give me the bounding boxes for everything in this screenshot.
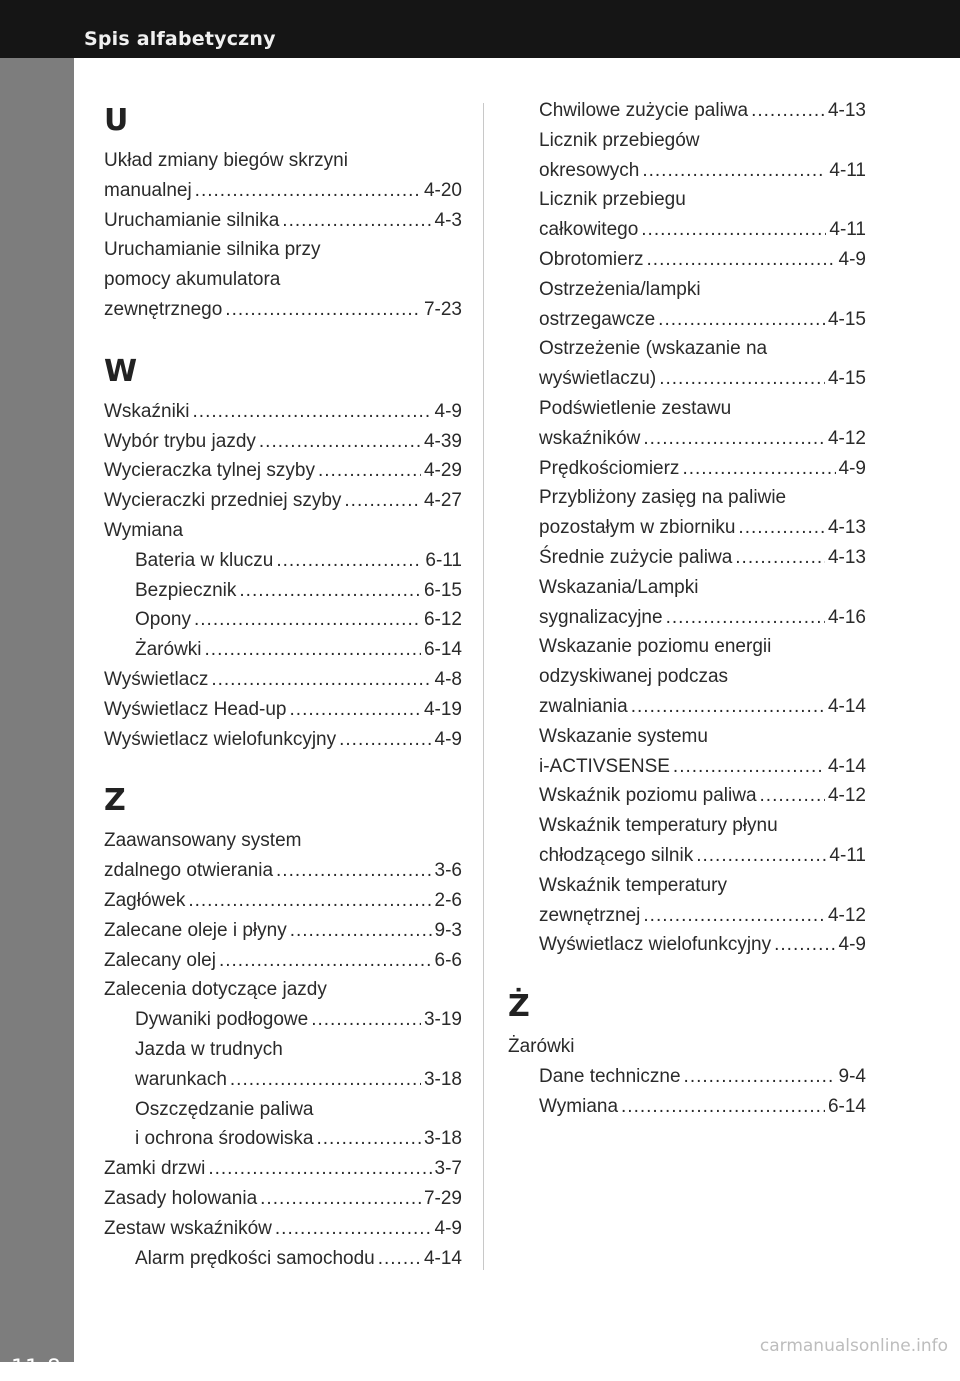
dot-leader xyxy=(751,96,825,126)
entry-text: Opony xyxy=(135,609,191,631)
entry-text: Zalecany olej xyxy=(104,949,216,971)
dot-leader xyxy=(230,1065,421,1095)
dot-leader xyxy=(684,1062,836,1092)
entry-text: Układ zmiany biegów skrzyni xyxy=(104,150,348,171)
index-entry xyxy=(104,486,462,516)
index-entry xyxy=(508,692,866,722)
entry-text: Zalecenia dotyczące jazdy xyxy=(104,979,327,1001)
entry-page-ref: 2-6 xyxy=(434,889,462,911)
entry-page-ref: 3-19 xyxy=(423,1009,462,1031)
index-entry xyxy=(508,603,866,633)
entry-text: sygnalizacyjne xyxy=(539,606,663,628)
index-entry xyxy=(104,1095,462,1125)
dot-leader xyxy=(276,546,422,576)
index-entry xyxy=(104,1035,462,1065)
entry-text: zwalniania xyxy=(539,695,628,717)
index-entry xyxy=(104,826,462,856)
index-entry xyxy=(104,295,462,325)
entry-text: Prędkościomierz xyxy=(539,457,680,479)
entry-page-ref: 6-14 xyxy=(827,1095,866,1117)
entry-text: Jazda w trudnych xyxy=(135,1038,283,1060)
dot-leader xyxy=(219,946,432,976)
index-entry xyxy=(104,456,462,486)
dot-leader xyxy=(318,456,421,486)
index-entry xyxy=(104,546,462,576)
entry-text: Wyświetlacz xyxy=(104,668,209,690)
index-entry xyxy=(104,427,462,457)
dot-leader xyxy=(225,295,421,325)
entry-text: chłodzącego silnik xyxy=(539,844,694,866)
dot-leader xyxy=(659,364,825,394)
entry-text: Licznik przebiegów xyxy=(539,129,700,151)
section-letter: Z xyxy=(104,783,126,819)
dot-leader xyxy=(647,245,836,275)
index-column-right xyxy=(508,96,866,1122)
dot-leader xyxy=(239,576,421,606)
entry-text: Żarówki xyxy=(135,639,202,661)
dot-leader xyxy=(311,1005,421,1035)
index-entry xyxy=(104,176,462,206)
entry-text: Wymiana xyxy=(104,519,184,541)
entry-text: Obrotomierz xyxy=(539,248,644,270)
entry-page-ref: 4-11 xyxy=(829,159,866,181)
entry-text: Zaawansowany system xyxy=(104,830,302,852)
index-entry xyxy=(508,930,866,960)
dot-leader xyxy=(276,856,432,886)
index-entry xyxy=(104,635,462,665)
dot-leader xyxy=(682,454,835,484)
entry-text: Zagłówek xyxy=(104,889,186,911)
entry-page-ref: 4-16 xyxy=(827,606,866,628)
entry-page-ref: 4-14 xyxy=(827,695,866,717)
index-entry xyxy=(104,1154,462,1184)
dot-leader xyxy=(658,305,825,335)
section-letter: Ż xyxy=(508,989,530,1025)
entry-text: zewnętrznej xyxy=(539,904,641,926)
index-entry xyxy=(104,1065,462,1095)
entry-page-ref: 4-15 xyxy=(827,368,866,390)
index-entry xyxy=(508,185,866,215)
entry-text: Wycieraczki przedniej szyby xyxy=(104,490,342,512)
index-entry xyxy=(104,516,462,546)
dot-leader xyxy=(378,1244,421,1274)
index-entry xyxy=(508,215,866,245)
index-entry xyxy=(508,1032,866,1062)
entry-page-ref: 4-9 xyxy=(838,457,866,479)
entry-text: Wybór trybu jazdy xyxy=(104,430,256,452)
entry-text: Dywaniki podłogowe xyxy=(135,1009,309,1031)
entry-page-ref: 4-12 xyxy=(827,785,866,807)
section-letter: U xyxy=(104,103,129,138)
entry-page-ref: 9-3 xyxy=(434,919,462,941)
entry-text: Alarm prędkości samochodu xyxy=(135,1247,375,1269)
entry-page-ref: 3-18 xyxy=(423,1128,462,1150)
index-entry xyxy=(104,605,462,635)
index-entry xyxy=(508,334,866,364)
index-entry xyxy=(104,665,462,695)
column-divider xyxy=(483,103,484,1270)
index-entry xyxy=(104,265,462,295)
entry-text: Zamki drzwi xyxy=(104,1158,206,1180)
index-entry xyxy=(104,576,462,606)
header-bar xyxy=(0,0,960,58)
entry-page-ref: 4-9 xyxy=(838,248,866,270)
entry-text: Uruchamianie silnika xyxy=(104,209,280,231)
entry-page-ref: 4-29 xyxy=(423,460,462,482)
dot-leader xyxy=(195,176,421,206)
dot-leader xyxy=(193,397,432,427)
entry-text: Zestaw wskaźników xyxy=(104,1217,272,1239)
dot-leader xyxy=(643,901,825,931)
entry-text: Wskazanie systemu xyxy=(539,725,708,747)
index-entry xyxy=(104,206,462,236)
entry-text: i ochrona środowiska xyxy=(135,1128,314,1150)
index-entry xyxy=(508,901,866,931)
entry-text: ostrzegawcze xyxy=(539,308,656,330)
dot-leader xyxy=(188,886,431,916)
index-entry xyxy=(508,424,866,454)
dot-leader xyxy=(339,725,431,755)
entry-text: okresowych xyxy=(539,159,640,181)
index-entry xyxy=(508,454,866,484)
dot-leader xyxy=(211,665,431,695)
entry-page-ref: 3-18 xyxy=(423,1068,462,1090)
index-entry xyxy=(508,275,866,305)
section-gap xyxy=(508,960,866,988)
page-title: Spis alfabetyczny xyxy=(84,28,276,50)
entry-text: zewnętrznego xyxy=(104,298,223,320)
index-entry xyxy=(104,146,462,176)
entry-text: Podświetlenie zestawu xyxy=(539,397,732,419)
dot-leader xyxy=(735,543,825,573)
entry-text: Wskaźnik temperatury płynu xyxy=(539,815,778,837)
entry-text: Wyświetlacz Head-up xyxy=(104,698,287,720)
entry-page-ref: 4-13 xyxy=(827,100,866,121)
watermark: carmanualsonline.info xyxy=(759,1336,948,1356)
section-letter: W xyxy=(104,353,138,389)
index-entry xyxy=(508,632,866,662)
index-entry xyxy=(104,886,462,916)
index-entry xyxy=(104,975,462,1005)
entry-text: Zasady holowania xyxy=(104,1187,258,1209)
entry-page-ref: 3-6 xyxy=(434,860,462,882)
entry-page-ref: 4-11 xyxy=(829,844,866,866)
entry-page-ref: 3-7 xyxy=(434,1158,462,1180)
entry-text: warunkach xyxy=(135,1068,227,1090)
entry-text: Bezpiecznik xyxy=(135,579,237,601)
index-entry xyxy=(104,1184,462,1214)
entry-text: Wskaźniki xyxy=(104,400,190,422)
entry-page-ref: 4-12 xyxy=(827,904,866,926)
entry-text: Wymiana xyxy=(539,1095,619,1117)
dot-leader xyxy=(643,424,825,454)
entry-text: i-ACTIVSENSE xyxy=(539,755,670,777)
entry-page-ref: 4-27 xyxy=(423,490,462,512)
entry-page-ref: 4-12 xyxy=(827,427,866,449)
index-entry xyxy=(508,126,866,156)
index-entry xyxy=(508,513,866,543)
entry-page-ref: 4-13 xyxy=(827,517,866,539)
entry-page-ref: 4-14 xyxy=(827,755,866,777)
entry-text: Oszczędzanie paliwa xyxy=(135,1098,314,1120)
entry-page-ref: 4-13 xyxy=(827,546,866,568)
dot-leader xyxy=(290,916,432,946)
dot-leader xyxy=(642,156,826,186)
index-entry xyxy=(104,1124,462,1154)
entry-page-ref: 4-8 xyxy=(434,668,462,690)
entry-page-ref: 4-11 xyxy=(829,219,866,241)
entry-text: Chwilowe zużycie paliwa xyxy=(539,100,749,121)
index-entry xyxy=(104,397,462,427)
entry-text: Wskaźnik temperatury xyxy=(539,874,727,896)
entry-page-ref: 4-9 xyxy=(434,400,462,422)
entry-page-ref: 6-11 xyxy=(425,549,462,571)
index-entry xyxy=(508,841,866,871)
dot-leader xyxy=(194,605,421,635)
index-entry xyxy=(508,811,866,841)
index-entry xyxy=(104,1214,462,1244)
dot-leader xyxy=(666,603,825,633)
entry-text: Wyświetlacz wielofunkcyjny xyxy=(539,934,772,956)
entry-page-ref: 7-29 xyxy=(423,1187,462,1209)
entry-text: Ostrzeżenie (wskazanie na xyxy=(539,338,768,360)
dot-leader xyxy=(208,1154,431,1184)
entry-page-ref: 4-9 xyxy=(434,728,462,750)
entry-text: Wskazania/Lampki xyxy=(539,576,699,598)
index-entry xyxy=(508,722,866,752)
entry-text: całkowitego xyxy=(539,219,639,241)
index-entry xyxy=(508,156,866,186)
dot-leader xyxy=(316,1124,420,1154)
dot-leader xyxy=(205,635,421,665)
entry-text: Wskazanie poziomu energii xyxy=(539,636,772,658)
index-entry xyxy=(104,1005,462,1035)
page-number: 11-8 xyxy=(11,1356,61,1381)
entry-page-ref: 6-6 xyxy=(434,949,462,971)
entry-page-ref: 6-15 xyxy=(423,579,462,601)
index-entry xyxy=(104,856,462,886)
index-entry xyxy=(104,725,462,755)
entry-page-ref: 6-12 xyxy=(423,609,462,631)
dot-leader xyxy=(282,206,431,236)
index-entry xyxy=(508,394,866,424)
entry-text: odzyskiwanej podczas xyxy=(539,666,729,688)
side-margin-bar xyxy=(0,58,74,1381)
index-entry xyxy=(508,305,866,335)
dot-leader xyxy=(641,215,826,245)
dot-leader xyxy=(275,1214,432,1244)
entry-text: Ostrzeżenia/lampki xyxy=(539,278,701,300)
entry-page-ref: 4-9 xyxy=(434,1217,462,1239)
index-entry xyxy=(104,695,462,725)
entry-text: Uruchamianie silnika przy xyxy=(104,239,321,261)
entry-page-ref: 4-15 xyxy=(827,308,866,330)
index-entry xyxy=(508,245,866,275)
entry-text: Żarówki xyxy=(508,1036,575,1058)
dot-leader xyxy=(290,695,421,725)
entry-text: Wskaźnik poziomu paliwa xyxy=(539,785,757,807)
index-column-left xyxy=(104,102,462,1273)
section-gap xyxy=(104,325,462,353)
entry-text: pomocy akumulatora xyxy=(104,269,281,291)
index-entry xyxy=(508,871,866,901)
index-entry xyxy=(104,916,462,946)
index-entry xyxy=(508,1062,866,1092)
dot-leader xyxy=(738,513,825,543)
index-entry xyxy=(508,752,866,782)
entry-page-ref: 4-19 xyxy=(423,698,462,720)
entry-text: Zalecane oleje i płyny xyxy=(104,919,287,941)
index-entry xyxy=(508,543,866,573)
entry-page-ref: 6-14 xyxy=(423,639,462,661)
entry-text: pozostałym w zbiorniku xyxy=(539,517,736,539)
index-entry xyxy=(104,946,462,976)
dot-leader xyxy=(760,781,825,811)
dot-leader xyxy=(673,752,825,782)
entry-page-ref: 4-3 xyxy=(434,209,462,231)
entry-page-ref: 4-20 xyxy=(423,179,462,201)
dot-leader xyxy=(696,841,826,871)
dot-leader xyxy=(259,427,421,457)
entry-text: Średnie zużycie paliwa xyxy=(539,546,733,568)
dot-leader xyxy=(774,930,835,960)
entry-text: zdalnego otwierania xyxy=(104,860,274,882)
entry-page-ref: 4-9 xyxy=(838,934,866,956)
entry-text: wyświetlaczu) xyxy=(539,368,657,390)
index-entry xyxy=(508,1092,866,1122)
entry-text: Przybliżony zasięg na paliwie xyxy=(539,487,787,509)
entry-page-ref: 4-14 xyxy=(423,1247,462,1269)
entry-page-ref: 4-39 xyxy=(423,430,462,452)
dot-leader xyxy=(344,486,421,516)
index-entry xyxy=(104,235,462,265)
entry-text: Bateria w kluczu xyxy=(135,549,274,571)
index-entry xyxy=(508,364,866,394)
entry-text: Licznik przebiegu xyxy=(539,189,686,211)
entry-text: Wyświetlacz wielofunkcyjny xyxy=(104,728,337,750)
entry-text: wskaźników xyxy=(539,427,641,449)
index-entry xyxy=(508,662,866,692)
entry-text: Dane techniczne xyxy=(539,1065,681,1087)
entry-text: manualnej xyxy=(104,179,192,201)
entry-page-ref: 9-4 xyxy=(838,1065,866,1087)
index-entry xyxy=(508,483,866,513)
entry-text: Wycieraczka tylnej szyby xyxy=(104,460,315,482)
index-entry xyxy=(508,573,866,603)
dot-leader xyxy=(260,1184,421,1214)
index-entry xyxy=(104,1244,462,1274)
index-entry xyxy=(508,96,866,126)
section-gap xyxy=(104,754,462,782)
entry-page-ref: 7-23 xyxy=(423,298,462,320)
index-entry xyxy=(508,781,866,811)
dot-leader xyxy=(621,1092,825,1122)
dot-leader xyxy=(631,692,825,722)
